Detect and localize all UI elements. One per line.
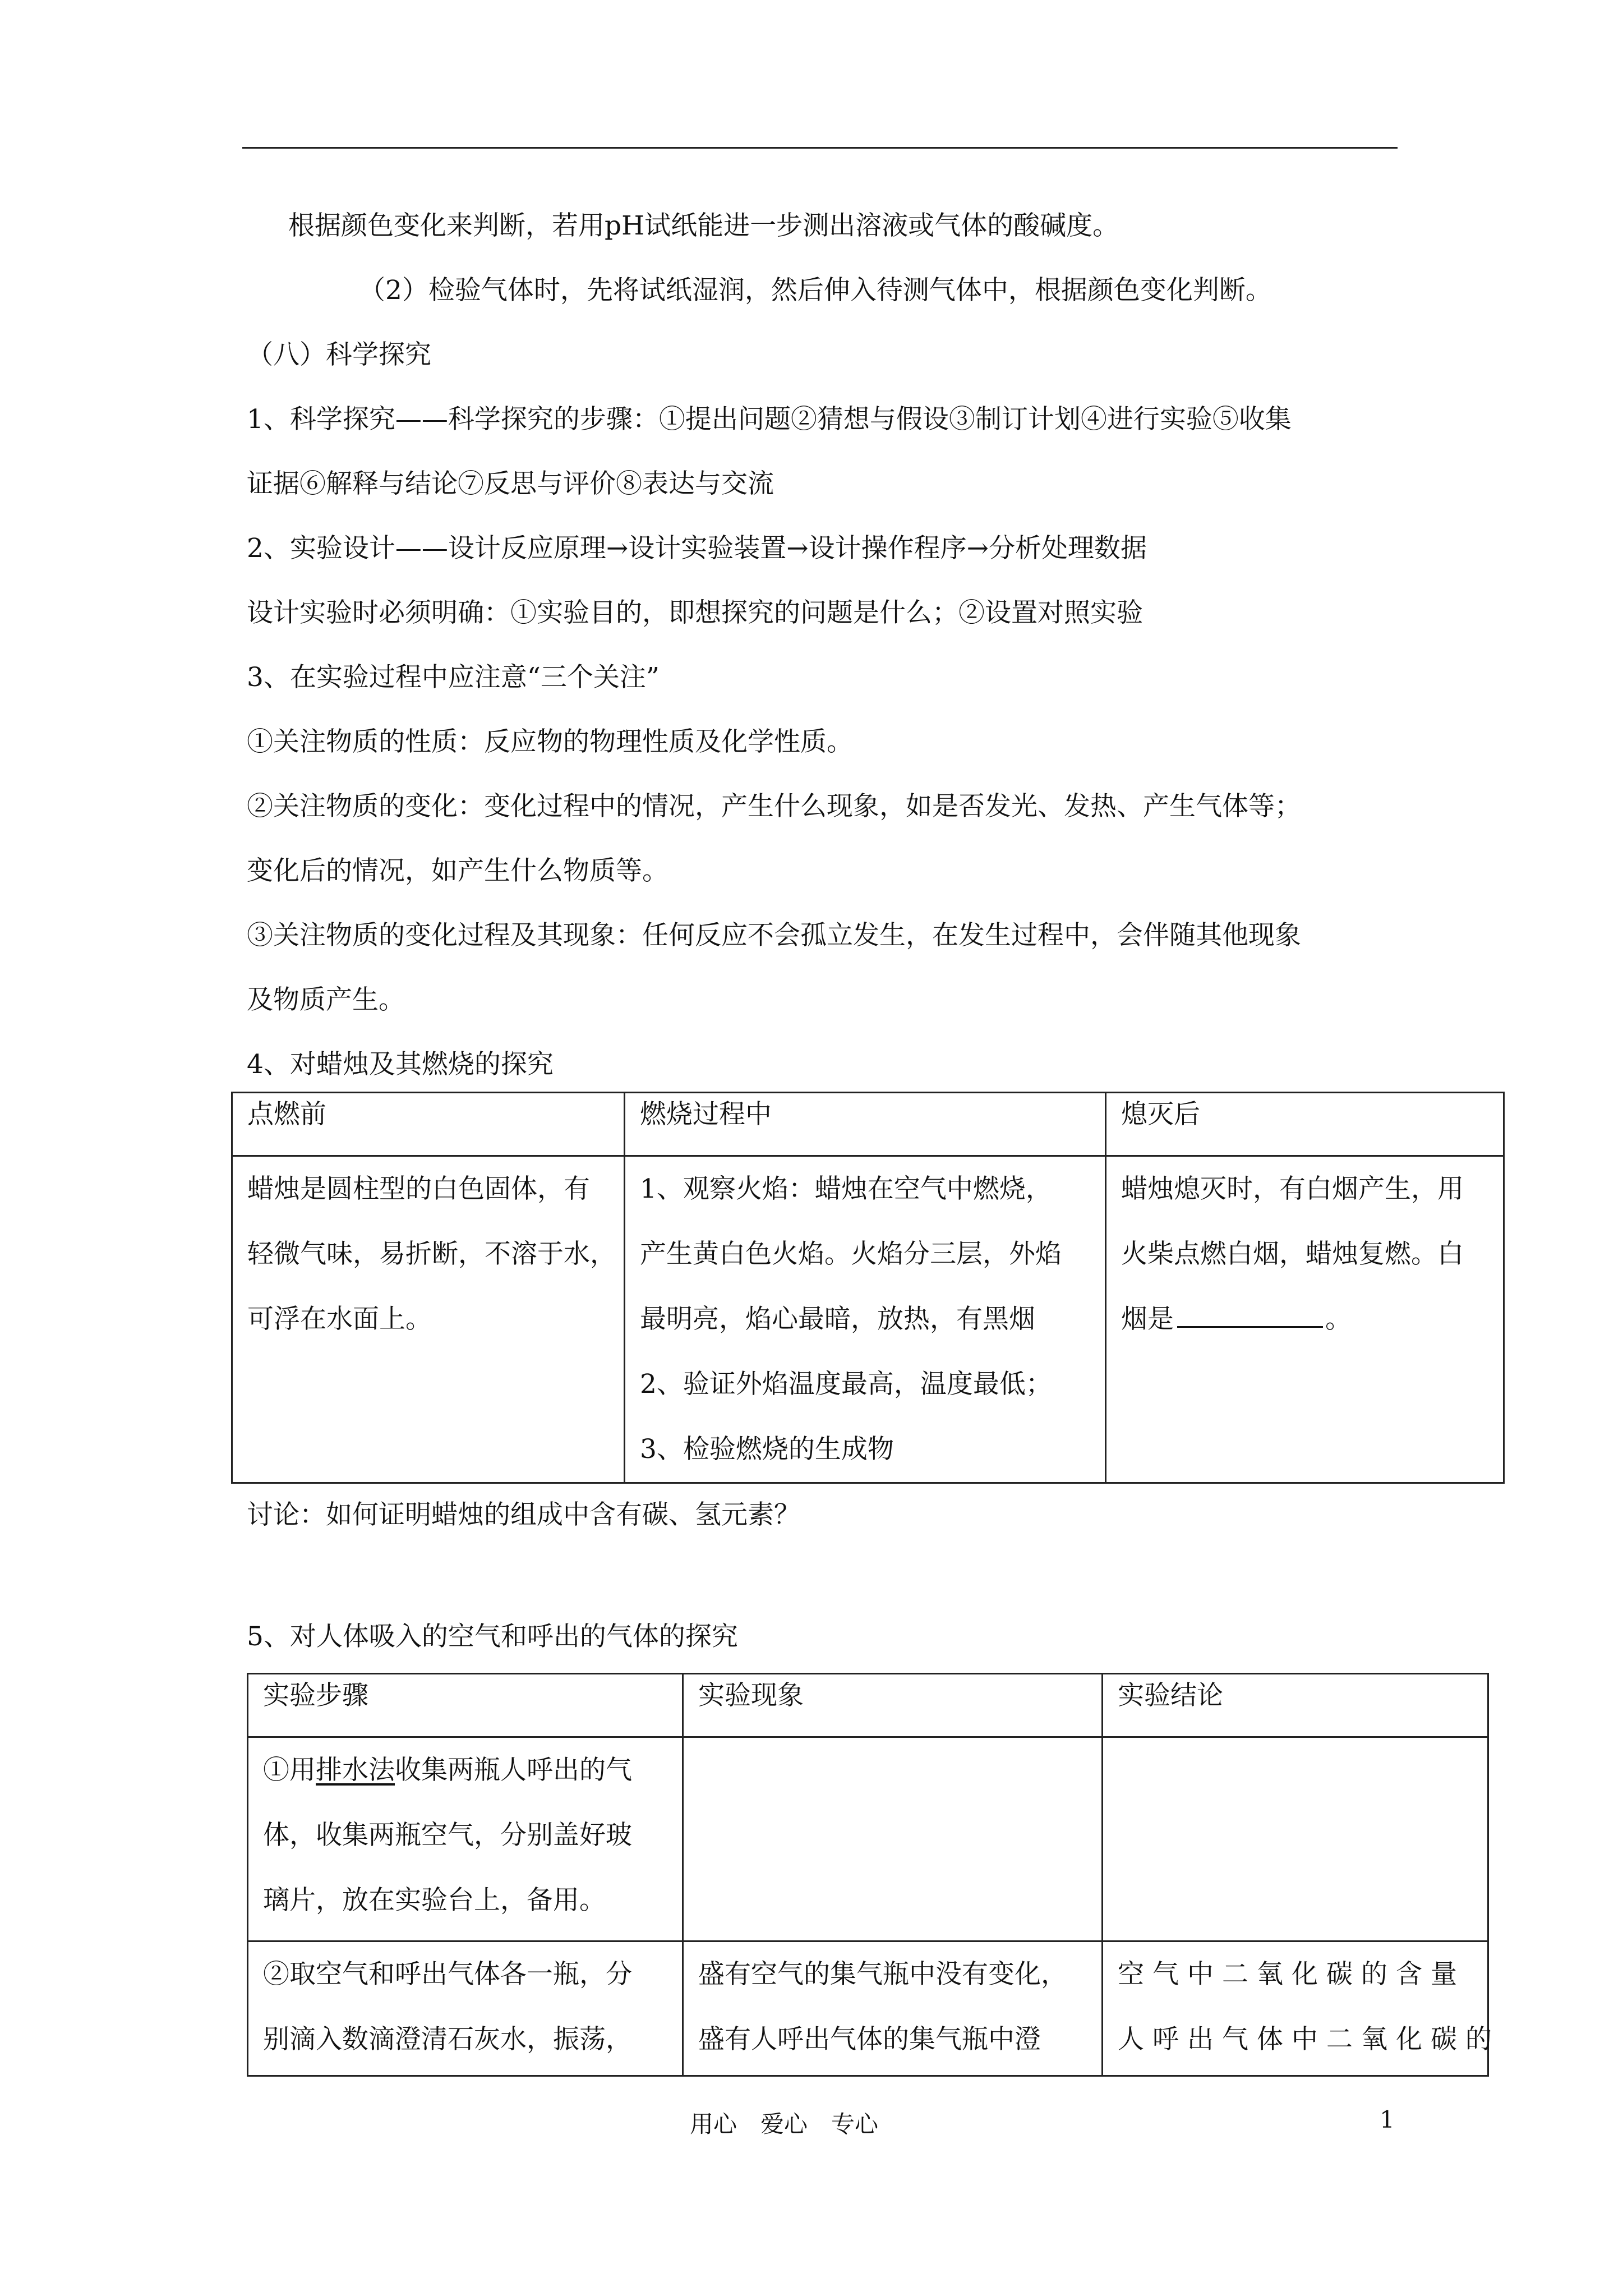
page-number: 1: [1380, 2106, 1395, 2133]
focus-3-line-1: ③关注物质的变化过程及其现象：任何反应不会孤立发生，在发生过程中，会伴随其他现象: [247, 920, 1301, 951]
candle-table-header-row: [232, 1093, 1504, 1156]
cell-conclusion-1: [1103, 1737, 1488, 1941]
cell-line: 璃片，放在实验台上，备用。: [263, 1885, 606, 1916]
cell-text-fragment: 烟是: [1121, 1304, 1174, 1335]
header-conclusion: 实验结论: [1103, 1674, 1488, 1737]
item-5: 5、对人体吸入的空气和呼出的气体的探究: [247, 1621, 738, 1652]
item-3: 3、在实验过程中应注意“三个关注”: [247, 662, 660, 693]
cell-line: 蜡烛熄灭时，有白烟产生，用: [1121, 1174, 1464, 1204]
fill-in-blank[interactable]: [1177, 1301, 1323, 1328]
item-2-note: 设计实验时必须明确：①实验目的，即想探究的问题是什么；②设置对照实验: [247, 597, 1143, 628]
cell-phenomena-2: [683, 1941, 1103, 2076]
cell-after-extinguish: [1106, 1156, 1504, 1483]
cell-step-2: [248, 1941, 683, 2076]
cell-line: 火柴点燃白烟，蜡烛复燃。白: [1121, 1239, 1464, 1269]
cell-text-fragment: 。: [1325, 1304, 1352, 1335]
cell-before-lighting: [232, 1156, 625, 1483]
cell-line: 盛有空气的集气瓶中没有变化，: [698, 1959, 1067, 1990]
footer-motto: 用心 爱心 专心: [690, 2110, 879, 2138]
cell-line: 蜡烛是圆柱型的白色固体，有: [247, 1174, 590, 1204]
focus-3-line-2: 及物质产生。: [247, 984, 405, 1015]
candle-table-row: [232, 1156, 1504, 1483]
cell-line: [263, 1738, 667, 1803]
cell-line: 产生黄白色火焰。火焰分三层，外焰: [640, 1239, 1062, 1269]
focus-2-line-2: 变化后的情况，如产生什么物质等。: [247, 855, 668, 886]
breath-table-row-2: [248, 1941, 1488, 2076]
cell-conclusion-2: [1103, 1941, 1500, 2076]
paragraph-gas-test: （2）检验气体时，先将试纸湿润，然后伸入待测气体中，根据颜色变化判断。: [359, 275, 1272, 306]
cell-line: 2、验证外焰温度最高，温度最低；: [640, 1369, 1052, 1400]
cell-line-with-blank: [1121, 1287, 1488, 1352]
discussion-question: 讨论：如何证明蜡烛的组成中含有碳、氢元素？: [247, 1499, 800, 1530]
cell-line: 空气中二氧化碳的含量: [1118, 1959, 1465, 1990]
header-after-extinguish: 熄灭后: [1106, 1093, 1504, 1156]
item-4: 4、对蜡烛及其燃烧的探究: [247, 1049, 554, 1080]
cell-line: 3、检验燃烧的生成物: [640, 1434, 894, 1465]
cell-line: 体，收集两瓶空气，分别盖好玻: [263, 1820, 632, 1851]
paragraph-ph-paper: 根据颜色变化来判断，若用pH试纸能进一步测出溶液或气体的酸碱度。: [288, 210, 1119, 241]
cell-line: 盛有人呼出气体的集气瓶中澄: [698, 2024, 1041, 2055]
cell-line: 最明亮，焰心最暗，放热，有黑烟: [640, 1304, 1035, 1335]
breath-table-header-row: [248, 1674, 1488, 1737]
header-rule: [242, 147, 1398, 149]
cell-during-burning: [625, 1156, 1106, 1483]
item-1-line-1: 1、科学探究——科学探究的步骤：①提出问题②猜想与假设③制订计划④进行实验⑤收集: [247, 404, 1292, 435]
header-during-burning: 燃烧过程中: [625, 1093, 1106, 1156]
cell-line: ②取空气和呼出气体各一瓶，分: [263, 1959, 632, 1990]
cell-line: 轻微气味，易折断，不溶于水，: [247, 1239, 616, 1269]
cell-phenomena-1: [683, 1737, 1103, 1941]
cell-text-fragment: ①用: [263, 1755, 316, 1786]
focus-1: ①关注物质的性质：反应物的物理性质及化学性质。: [247, 726, 853, 757]
cell-step-1: [248, 1737, 683, 1941]
header-steps: 实验步骤: [248, 1674, 683, 1737]
cell-line: 可浮在水面上。: [247, 1304, 432, 1335]
cell-text-fragment: 收集两瓶人呼出的气: [395, 1755, 632, 1786]
header-before-lighting: 点燃前: [232, 1093, 625, 1156]
focus-2-line-1: ②关注物质的变化：变化过程中的情况，产生什么现象，如是否发光、发热、产生气体等；: [247, 791, 1301, 822]
item-2: 2、实验设计——设计反应原理→设计实验装置→设计操作程序→分析处理数据: [247, 533, 1147, 564]
cell-line: 别滴入数滴澄清石灰水，振荡，: [263, 2024, 632, 2055]
underlined-term: 排水法: [316, 1755, 395, 1786]
cell-line: 人呼出气体中二氧化碳的: [1118, 2024, 1500, 2055]
section-heading-scientific-inquiry: （八）科学探究: [247, 339, 431, 370]
candle-table: [231, 1092, 1505, 1484]
header-phenomena: 实验现象: [683, 1674, 1103, 1737]
cell-line: 1、观察火焰：蜡烛在空气中燃烧，: [640, 1174, 1052, 1204]
breath-table: [247, 1673, 1500, 2077]
breath-table-row-1: [248, 1737, 1488, 1941]
item-1-line-2: 证据⑥解释与结论⑦反思与评价⑧表达与交流: [247, 468, 774, 499]
